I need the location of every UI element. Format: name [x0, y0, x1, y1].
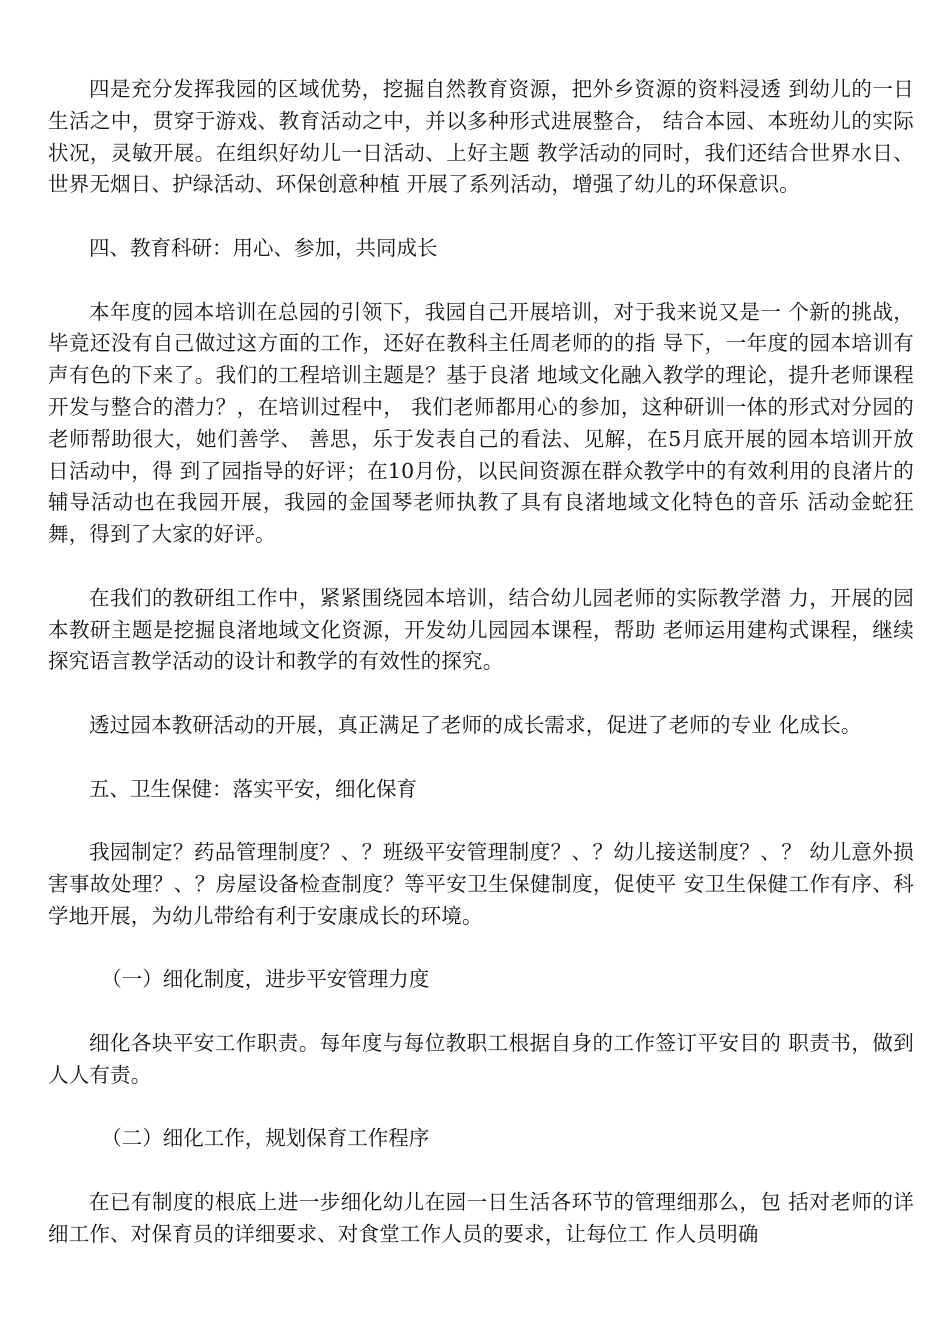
paragraph-teaching-research: 在我们的教研组工作中，紧紧围绕园本培训，结合幼儿园老师的实际教学潜 力，开展的园本教研主题是挖掘良渚地域文化资源，开发幼儿园园本课程，帮助 老师运用建构式课程，继续探究语言教学活动的设计和教学的有效性的探究。: [48, 585, 914, 674]
section-heading-health: 五、卫生保健：落实平安，细化保育: [89, 776, 417, 801]
paragraph-training: 本年度的园本培训在总园的引领下，我园自己开展培训，对于我来说又是一 个新的挑战，毕竟还没有自己做过这方面的工作，还好在教科主任周老师的的指 导下，一年度的园本培训有声有色的下来了。我们的工程培训主题是？基于良渚 地域文化融入教学的理论，提升老师课程开发与整合的潜力？，在培训过程中， 我们老师都用心的参加，这种研训一体的形式对分园的老师帮助很大，她们善学、 善思，乐于发表自己的看法、见解，在5月底开展的园本培训开放日活动中，得 到了园指导的好评；在10月份，以民间资源在群众教学中的有效利用的良渚片的 辅导活动也在我园开展，我园的金国琴老师执教了具有良渚地域文化特色的音乐 活动金蛇狂舞，得到了大家的好评。: [48, 299, 914, 547]
paragraph-responsibility: 细化各块平安工作职责。每年度与每位教职工根据自身的工作签订平安目的 职责书，做到人人有责。: [48, 1030, 914, 1087]
subheading-refine-work: （二）细化工作，规划保育工作程序: [101, 1126, 430, 1151]
subheading-refine-rules: （一）细化制度，进步平安管理力度: [101, 967, 430, 992]
section-heading-research: 四、教育科研：用心、参加，共同成长: [89, 235, 438, 260]
paragraph-safety-rules: 我园制定？药品管理制度？、？班级平安管理制度？、？幼儿接送制度？、？ 幼儿意外损害事故处理？、？房屋设备检查制度？等平安卫生保健制度，促使平 安卫生保健工作有序、科学地开展，为幼儿带给有利于安康成长的环境。: [48, 840, 914, 928]
paragraph-environmental-education: 四是充分发挥我园的区域优势，挖掘自然教育资源，把外乡资源的资料浸透 到幼儿的一日生活之中，贯穿于游戏、教育活动之中，并以多种形式进展整合， 结合本园、本班幼儿的实际状况，灵敏开展。在组织好幼儿一日活动、上好主题 教学活动的同时，我们还结合世界水日、世界无烟日、护绿活动、环保创意种植 开展了系列活动，增强了幼儿的环保意识。: [48, 77, 914, 197]
paragraph-growth: 透过园本教研活动的开展，真正满足了老师的成长需求，促进了老师的专业 化成长。: [89, 712, 862, 737]
paragraph-daily-management: 在已有制度的根底上进一步细化幼儿在园一日生活各环节的管理细那么，包 括对老师的详细工作、对保育员的详细要求、对食堂工作人员的要求，让每位工 作人员明确: [48, 1189, 914, 1246]
document-page: [48, 74, 914, 1282]
